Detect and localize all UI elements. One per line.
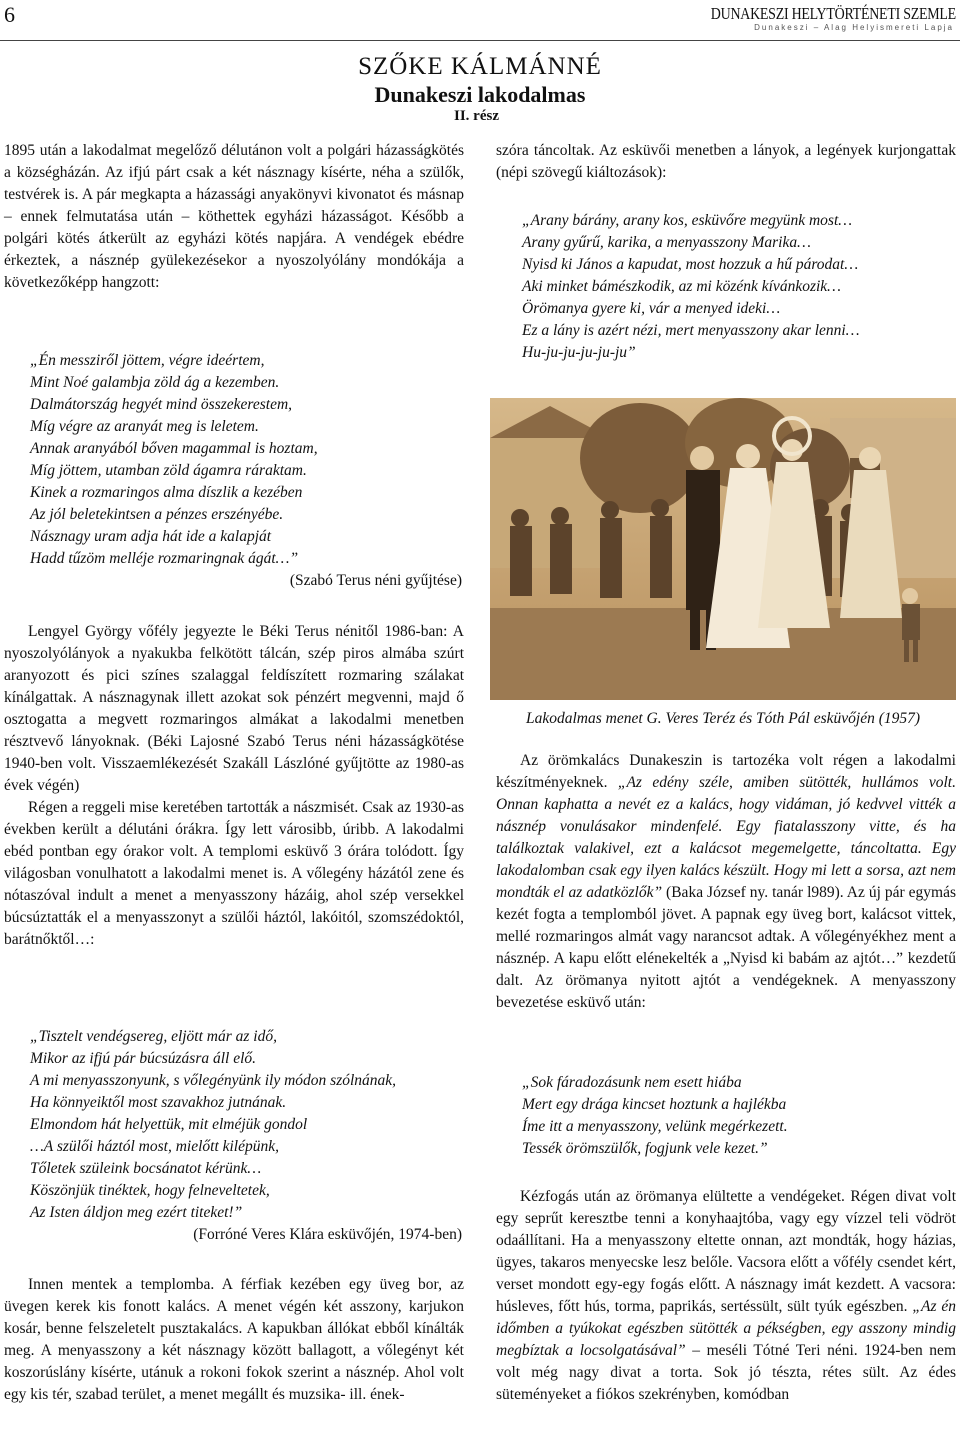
verse-line: Az jól beletekintsen a pénzes erszényébe.: [30, 506, 284, 523]
paragraph: 1895 után a lakodalmat megelőző délutánon volt a polgári házasságkötés a községházán. Az ifjú párt csak a két násznagy kísérte, néha a szülők, testvérek is. A pár megkapta a házassági anyakönyvi kivonatot és másnap – ennek felmutatása után – köthettek egyházi házasságot. Később a polgári kötés átkerült az egyházi kötés napjára. A vendégek ebédre érkeztek, a násznép gyülekezésekor a nyoszolyólány mondókája a következőképp hangzott:: [4, 142, 464, 291]
paragraph: Lengyel György vőfély jegyezte le Béki Terus nénitől 1986-ban: A nyoszolyólányok a nyakukba felkötött tálcán, szép piros almába szúrt aranyozott és pici színes szalaggal feldíszített rozmaring szálakat kínálgattak. A násznagynak illett azokat sok pénzért megvenni, majd ő osztogatta a megvett rozmaringos almákat a lakodalmi menetben résztvevő lányoknak. (Béki Lajosné Szabó Terus néni házasságkötése 1940-ben volt. Visszaemlékezését Szakáll Lászlóné gyűjtötte az 1980-as évek végén): [4, 623, 464, 794]
text-run: Az örömkalács Dunakeszin is tartozéka volt régen a lakodalmi készítményeknek.: [496, 752, 956, 791]
verse-line: Aki minket bámészkodik, az mi közénk kívánkozik…: [522, 278, 841, 295]
verse-line: Ha könnyeiktől most szavakhoz jutnának.: [30, 1094, 287, 1111]
verse-line: Tőletek szüleink bocsánatot kérünk…: [30, 1160, 262, 1177]
left-column-middle: [4, 621, 464, 951]
verse-line: Dalmátország hegyét mind összekerestem,: [30, 396, 293, 413]
magazine-subtitle: Dunakeszi – Alag Helyismereti Lapja: [754, 23, 954, 32]
verse-line: Mert egy drága kincset hoztunk a hajlékba: [522, 1096, 787, 1113]
verse-line: Mint Noé galambja zöld ág a kezemben.: [30, 374, 280, 391]
right-column-top: [496, 140, 956, 184]
verse-line: Ez a lány is azért nézi, mert menyasszony akar lenni…: [522, 322, 860, 339]
article-author: SZŐKE KÁLMÁNNÉ: [358, 53, 602, 80]
poem-source: (Szabó Terus néni gyűjtése): [289, 572, 462, 589]
verse-line: Az Isten áldjon meg ezért titeket!”: [30, 1204, 243, 1221]
verse-line: Míg jöttem, utamban zöld ágamra ráraktam.: [30, 462, 307, 479]
right-column-bottom: [496, 1186, 956, 1406]
page-number: 6: [4, 2, 15, 27]
article-heading: [0, 52, 960, 108]
wedding-procession-photo: [490, 398, 956, 700]
text-run: – meséli Tótné Teri néni. 1924-ben nem volt még nagy divat a torta. Sok jó tészta, rétes sült. Az édes süteményeket a fiókos szekrényben, komódban: [496, 1342, 956, 1403]
poem-shouts: [522, 210, 958, 364]
article-title: Dunakeszi lakodalmas: [374, 82, 586, 107]
paragraph: [496, 750, 956, 1014]
verse-line: …A szülői háztól most, mielőtt kilépünk,: [30, 1138, 279, 1155]
left-column-top: [4, 140, 464, 294]
verse-line: Annak aranyából bőven magammal is hoztam,: [30, 440, 318, 457]
verse-line: Köszönjük tinéktek, hogy felneveltetek,: [30, 1182, 270, 1199]
verse-line: Hu-ju-ju-ju-ju-ju”: [522, 344, 636, 361]
verse-line: Íme itt a menyasszony, velünk megérkezett.: [522, 1118, 788, 1135]
verse-line: Míg végre az aranyát meg is leletem.: [30, 418, 259, 435]
left-column-bottom: [4, 1274, 464, 1406]
poem-source: (Forróné Veres Klára esküvőjén, 1974-ben): [193, 1226, 462, 1243]
verse-line: „Én messziről jöttem, végre ideértem,: [30, 352, 265, 369]
verse-line: „Sok fáradozásunk nem esett hiába: [522, 1074, 742, 1091]
verse-line: Elmondom hát helyettük, mit elméjük gondol: [30, 1116, 308, 1133]
photo-illustration: [490, 398, 956, 700]
poem-bride-arrival: [522, 1072, 958, 1160]
verse-line: Nyisd ki János a kapudat, most hozzuk a hű párodat…: [522, 256, 859, 273]
verse-line: Örömanya gyere ki, vár a menyed ideki…: [522, 300, 781, 317]
right-column-middle: [496, 750, 956, 1014]
page-header: [0, 0, 960, 41]
poem-farewell: [30, 1026, 470, 1224]
photo-caption: Lakodalmas menet G. Veres Teréz és Tóth Pál esküvőjén (1957): [525, 710, 921, 727]
quote-run: „Az én időmben a tyúkokat egészben sütötték a pékségben, egy asszony mindig megbíztak a locsolgatásával”: [496, 1298, 957, 1359]
verse-line: Kinek a rozmaringos alma díszlik a kezében: [30, 484, 303, 501]
verse-line: Tessék örömszülők, fogjunk vele kezet.”: [522, 1140, 768, 1157]
verse-line: A mi menyasszonyunk, s vőlegényünk ily módon szólnának,: [30, 1072, 397, 1089]
verse-line: Mikor az ifjú pár búcsúzásra áll elő.: [30, 1050, 257, 1067]
article-part: II. rész: [454, 108, 499, 124]
verse-line: Násznagy uram adja hát ide a kalapját: [30, 528, 272, 545]
verse-line: „Arany bárány, arany kos, esküvőre megyünk most…: [522, 212, 853, 229]
text-run: (Baka József ny. tanár l989). Az új pár egymás kezét fogta a templomból jövet. A papnak egy üveg bort, kalácsot vittek, mellé rozmaringos almát vagy narancsot adtak. A vőlegényékhez ment a násznép. A kapu előtt elénekelték a „Nyisd ki babám az ajtót…” kezdetű dalt. Az örömanya nyitott ajtót a vendégeknek. A menyasszony bevezetése esküvő után:: [496, 884, 956, 1011]
quote-run: „Az edény széle, amiben sütötték, hullámos volt. Onnan kaphatta a nevét ez a kalács, hogy vidáman, jó kedvvel vitték a násznép vonulásakor mindenfelé. Egy fiatalasszony vitte, és ha találkoztak valakivel, ezt a kalácsot megemelgette, táncoltatta. Egy lakodalomban csak egy ilyen kalács készült. Hogy mi lett a sorsa, azt nem mondták el az adatközlők”: [496, 774, 956, 901]
paragraph: Innen mentek a templomba. A férfiak kezében egy üveg bor, az üvegen kerek kis fonott kalács. A menet végén két asszony, karjukon kosár, benne felszeletelt pusztakalács. A kapukban állókat ebből kínálták meg. A menyasszony a két násznagy között ballagott, a vőlegényt két koszorúslány kísérte, utánuk a rokoni fokok szerint a násznép. Ahol volt egy kis tér, szabad terület, a menet megállt és muzsika- ill. ének-: [4, 1276, 464, 1403]
text-run: Kézfogás után az örömanya elültette a vendégeket. Régen divat volt egy seprűt keresztbe tenni a konyhaajtóba, vagy egy vízzel teli vödröt odaállítani. Ha a menyasszony eltette onnan, azt mondták, hogy házias, ügyes, takaros menyecske lesz belőle. Vacsora előtt a vőfély csendet kért, verset mondott egy-egy fogás előtt. A násznagy imát kezdett. A vacsora: húsleves, főtt hús, torma, paprikás, sertéssült, sült tyúk egészben.: [496, 1188, 956, 1315]
paragraph: [496, 1186, 956, 1406]
magazine-title: DUNAKESZI HELYTÖRTÉNETI SZEMLE: [710, 4, 956, 23]
verse-line: Arany gyűrű, karika, a menyasszony Marika…: [522, 234, 811, 251]
verse-line: Hadd tűzöm melléje rozmaringnak ágát…”: [30, 550, 299, 567]
paragraph: Régen a reggeli mise keretében tartották a nászmisét. Csak az 1930-as években került a délutáni órákra. Így lett városibb, úribb. A lakodalmi ebéd pontban egy órakor volt. A templomi esküvő 3 órára tolódott. Így világosban vonulhatott a lakodalmi menet is. A vőlegény házától zene és nótaszóval indult a menet a menyasszony házáig, ahol szép versekkel búcsúztatták el a menyasszonyt a szülői háztól, lakóitól, szomszédoktól, barátnőktől…:: [4, 799, 464, 948]
poem-bridesmaid: [30, 350, 470, 570]
verse-line: „Tisztelt vendégsereg, eljött már az idő,: [30, 1028, 277, 1045]
paragraph: szóra táncoltak. Az esküvői menetben a lányok, a legények kurjongattak (népi szövegű kiáltozások):: [496, 142, 956, 181]
